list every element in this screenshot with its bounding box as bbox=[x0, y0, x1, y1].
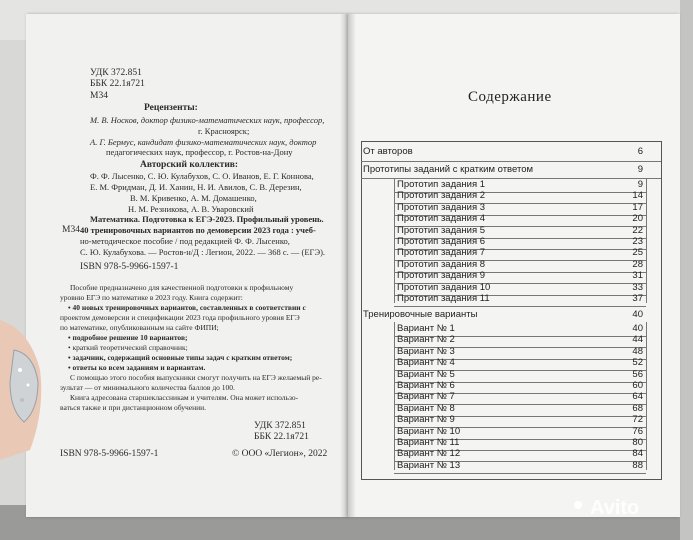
description-line-3: С помощью этого пособия выпускники смогут получить на ЕГЭ желаемый ре- bbox=[70, 373, 322, 382]
toc-label: Прототип задания 4 bbox=[397, 213, 486, 225]
isbn-top: ISBN 978-5-9966-1597-1 bbox=[80, 262, 179, 272]
toc-label: Прототип задания 2 bbox=[397, 190, 486, 202]
toc-title: Содержание bbox=[468, 89, 552, 105]
toc-page-number: 9 bbox=[637, 164, 643, 175]
toc-divider bbox=[361, 161, 661, 162]
toc-row[interactable] bbox=[397, 292, 643, 306]
toc-page-number: 52 bbox=[632, 357, 643, 369]
toc-page-number: 31 bbox=[632, 270, 643, 282]
toc-page-number: 25 bbox=[632, 247, 643, 259]
toc-page-number: 40 bbox=[632, 309, 643, 320]
toc-page-number: 76 bbox=[632, 425, 643, 437]
bullet-3: • краткий теоретический справочник; bbox=[68, 343, 188, 352]
authors-line-3: В. М. Кривенко, А. М. Домашенко, bbox=[130, 193, 257, 203]
watermark-text: Avito bbox=[590, 497, 640, 519]
description-line-1: Пособие предназначено для качественной подготовки к профильному bbox=[70, 283, 294, 292]
author-mark: М34 bbox=[90, 91, 108, 101]
toc-label: Прототип задания 1 bbox=[397, 179, 486, 190]
toc-label: Прототип задания 10 bbox=[397, 281, 491, 293]
background-right bbox=[680, 0, 693, 540]
toc-page-number: 37 bbox=[632, 293, 643, 304]
toc-page-rule bbox=[646, 322, 647, 470]
toc-label: Вариант № 11 bbox=[397, 437, 460, 448]
description-line-6: ваться также и при дистанционном обучении. bbox=[60, 403, 207, 412]
avito-watermark bbox=[590, 497, 639, 520]
description-line-5: Книга адресована старшеклассникам и учителям. Она может использо- bbox=[70, 393, 299, 402]
bullet-2: • подробное решение 10 вариантов; bbox=[68, 333, 188, 342]
authors-line-4: Н. М. Резникова, А. В. Уваровский bbox=[128, 204, 254, 214]
toc-label: Вариант № 12 bbox=[397, 448, 461, 460]
toc-page-number: 68 bbox=[632, 402, 643, 414]
reviewer-2-line-1: А. Г. Бермус, кандидат физико-математических наук, доктор bbox=[90, 137, 317, 147]
toc-page-number: 6 bbox=[637, 146, 643, 157]
toc-row[interactable] bbox=[397, 459, 643, 473]
toc-page-number: 20 bbox=[632, 213, 643, 225]
toc-label: Прототип задания 5 bbox=[397, 224, 486, 236]
toc-label: Вариант № 7 bbox=[397, 391, 455, 403]
authors-heading: Авторский коллектив: bbox=[140, 160, 239, 170]
toc-page-rule bbox=[646, 178, 647, 303]
toc-label: Вариант № 8 bbox=[397, 402, 455, 414]
bullet-1-line-3: по математике, опубликованным на сайте ФИПИ; bbox=[60, 323, 219, 332]
toc-page-number: 84 bbox=[632, 448, 643, 460]
udk-code: УДК 372.851 bbox=[90, 68, 142, 78]
toc-label: Вариант № 6 bbox=[397, 380, 455, 391]
description-line-4: зультат — от минимального количества баллов до 100. bbox=[60, 383, 235, 392]
reviewer-1-line-2: г. Красноярск; bbox=[198, 126, 250, 136]
toc-page-number: 33 bbox=[632, 281, 643, 293]
toc-page-number: 44 bbox=[632, 334, 643, 346]
toc-indent-rule bbox=[394, 322, 395, 470]
toc-page-number: 88 bbox=[632, 459, 643, 471]
bib-title-line-1: Математика. Подготовка к ЕГЭ-2023. Профильный уровень. bbox=[90, 214, 324, 224]
toc-label: Вариант № 1 bbox=[397, 323, 455, 334]
toc-label: Прототип задания 8 bbox=[397, 258, 486, 270]
udk-bottom: УДК 372.851 bbox=[254, 421, 306, 431]
book-gutter bbox=[340, 14, 356, 517]
toc-row-divider bbox=[394, 473, 646, 474]
toc-label: Вариант № 3 bbox=[397, 345, 455, 357]
reviewer-2-line-2: педагогических наук, профессор, г. Ростов-на-Дону bbox=[106, 147, 293, 157]
bbk-bottom: ББК 22.1я721 bbox=[254, 432, 309, 442]
toc-label: Прототип задания 6 bbox=[397, 236, 486, 247]
isbn-bottom: ISBN 978-5-9966-1597-1 bbox=[60, 449, 159, 459]
reviewer-1-line-1: М. В. Носков, доктор физико-математических наук, профессор, bbox=[90, 115, 325, 125]
toc-label: Прототипы заданий с кратким ответом bbox=[363, 164, 534, 175]
toc-page-number: 9 bbox=[637, 179, 643, 190]
toc-page-number: 22 bbox=[632, 224, 643, 236]
toc-label: Вариант № 5 bbox=[397, 368, 455, 380]
toc-label: Вариант № 2 bbox=[397, 334, 455, 346]
toc-page-number: 14 bbox=[632, 190, 643, 202]
toc-label: Тренировочные варианты bbox=[363, 309, 478, 320]
toc-label: Прототип задания 7 bbox=[397, 247, 486, 259]
hand-fingernail bbox=[0, 310, 50, 460]
toc-page-number: 72 bbox=[632, 414, 643, 426]
reviewers-heading: Рецензенты: bbox=[144, 103, 198, 113]
description-line-2: уровню ЕГЭ по математике в 2023 году. Книга содержит: bbox=[60, 293, 243, 302]
bullet-1-line-2: проектом демоверсии и спецификации 2023 года профильного уровня ЕГЭ bbox=[60, 313, 300, 322]
toc-label: Прототип задания 11 bbox=[397, 293, 490, 304]
authors-line-1: Ф. Ф. Лысенко, С. Ю. Кулабухов, С. О. Иванов, Е. Г. Коннова, bbox=[90, 171, 314, 181]
avito-logo-icon bbox=[574, 501, 582, 509]
bib-code: М34 bbox=[62, 225, 80, 235]
bullet-4: • задачник, содержащий основные типы задач с кратким ответом; bbox=[68, 353, 293, 362]
toc-page-number: 40 bbox=[632, 323, 643, 334]
bib-title-line-2: 40 тренировочных вариантов по демоверсии 2023 года : учеб- bbox=[80, 225, 316, 235]
toc-page-number: 56 bbox=[632, 368, 643, 380]
bib-line-3: но-методическое пособие / под редакцией Ф. Ф. Лысенко, bbox=[80, 236, 290, 246]
toc-page-number: 64 bbox=[632, 391, 643, 403]
toc-page-number: 48 bbox=[632, 345, 643, 357]
toc-label: Вариант № 4 bbox=[397, 357, 455, 369]
toc-label: От авторов bbox=[363, 146, 413, 157]
bib-line-4: С. Ю. Кулабухова. — Ростов-н/Д : Легион, 2022. — 368 с. — (ЕГЭ). bbox=[80, 247, 326, 257]
bullet-5: • ответы ко всем заданиям и вариантам. bbox=[68, 363, 206, 372]
authors-line-2: Е. М. Фридман, Д. И. Ханин, Н. И. Авилов, С. В. Дерезин, bbox=[90, 182, 302, 192]
toc-label: Вариант № 9 bbox=[397, 414, 455, 426]
bullet-1-line-1: • 40 новых тренировочных вариантов, составленных в соответствии с bbox=[68, 303, 306, 312]
toc-row-prototypes-heading[interactable] bbox=[363, 163, 643, 177]
toc-page-number: 80 bbox=[632, 437, 643, 448]
toc-label: Прототип задания 3 bbox=[397, 201, 486, 213]
toc-label: Вариант № 10 bbox=[397, 425, 461, 437]
toc-page-number: 17 bbox=[632, 201, 643, 213]
toc-page-number: 28 bbox=[632, 258, 643, 270]
toc-row-variants-heading[interactable] bbox=[363, 308, 643, 322]
toc-label: Прототип задания 9 bbox=[397, 270, 486, 282]
toc-page-number: 23 bbox=[632, 236, 643, 247]
toc-indent-rule bbox=[394, 178, 395, 303]
toc-row-from-authors[interactable] bbox=[363, 145, 643, 159]
toc-label: Вариант № 13 bbox=[397, 459, 461, 471]
toc-page-number: 60 bbox=[632, 380, 643, 391]
toc-row-divider bbox=[394, 306, 646, 307]
copyright: © ООО «Легион», 2022 bbox=[232, 449, 328, 459]
bbk-code: ББК 22.1я721 bbox=[90, 79, 145, 89]
